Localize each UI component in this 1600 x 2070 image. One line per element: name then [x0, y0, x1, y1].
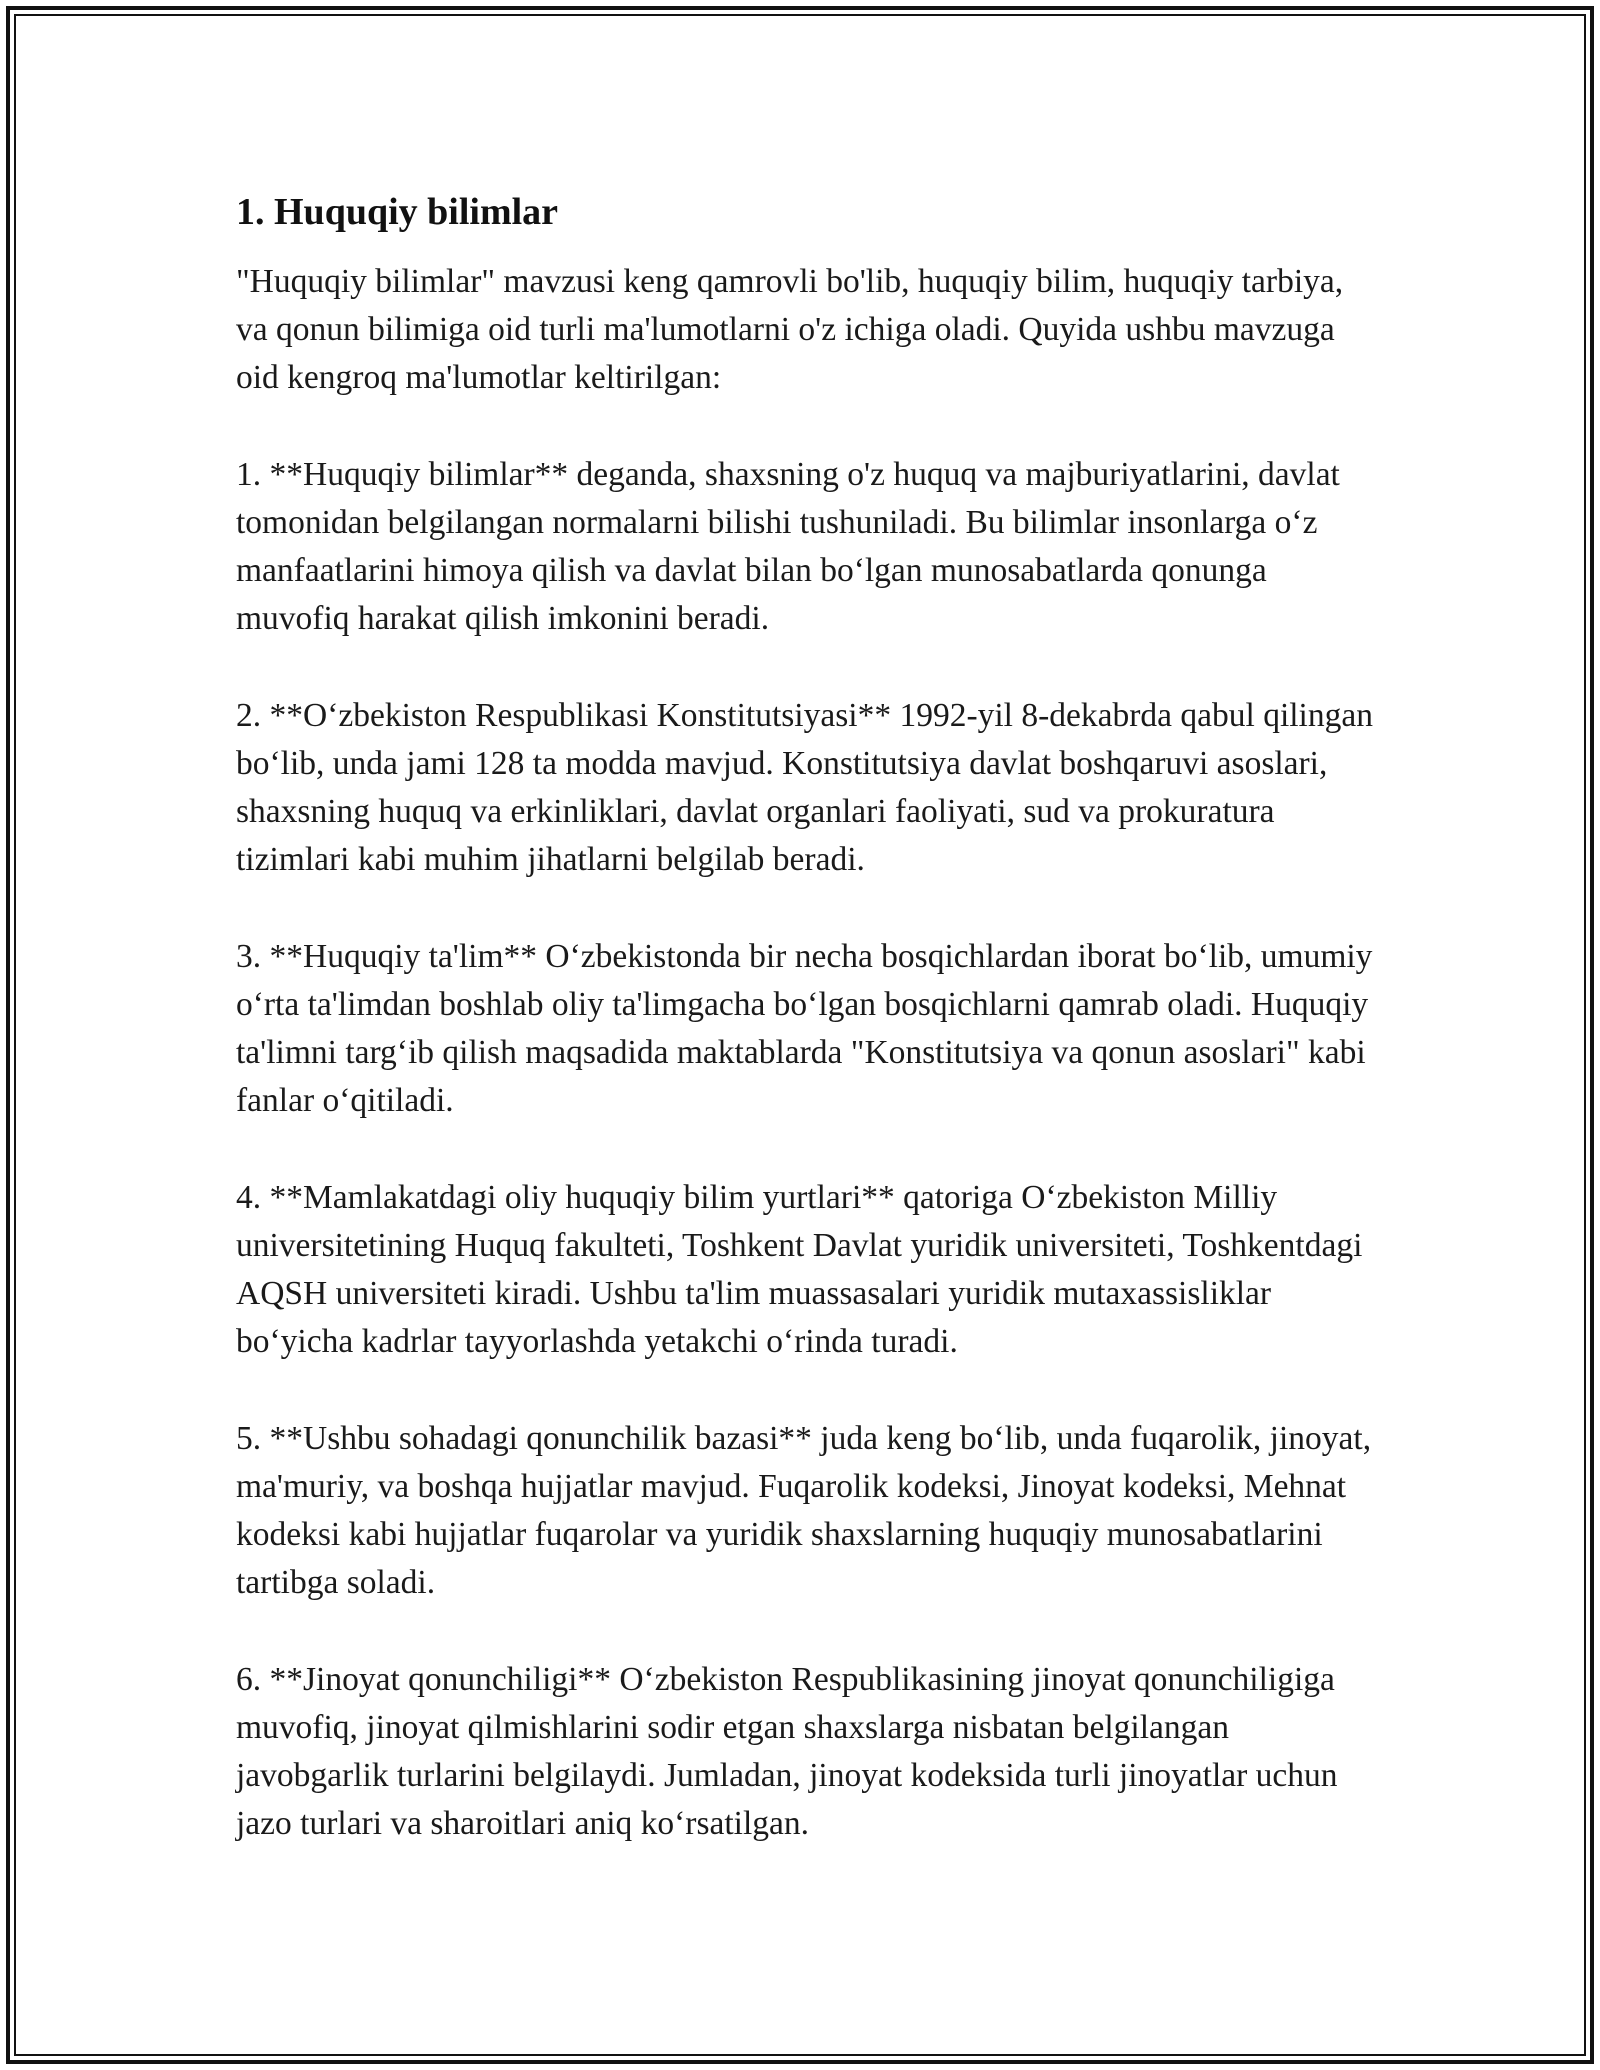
- intro-paragraph: "Huquqiy bilimlar" mavzusi keng qamrovli bo'lib, huquqiy bilim, huquqiy tarbiya, va qonun bilimiga oid turli ma'lumotlarni o'z ichiga oladi. Quyida ushbu mavzuga oid kengroq ma'lumotlar keltirilgan:: [236, 263, 1344, 397]
- paragraph-item-2: 2. **O‘zbekiston Respublikasi Konstitutsiyasi** 1992-yil 8-dekabrda qabul qilingan bo‘lib, unda jami 128 ta modda mavjud. Konstitutsiya davlat boshqaruvi asoslari, shaxsning huquq va erkinliklari, davlat organlari faoliyati, sud va prokuratura tizimlari kabi muhim jihatlarni belgilab beradi.: [236, 696, 1373, 879]
- paragraph-item-6: 6. **Jinoyat qonunchiligi** O‘zbekiston Respublikasining jinoyat qonunchiligiga muvofiq, jinoyat qilmishlarini sodir etgan shaxslarga nisbatan belgilangan javobgarlik turlarini belgilaydi. Jumladan, jinoyat kodeksida turli jinoyatlar uchun jazo turlari va sharoitlari aniq ko‘rsatilgan.: [236, 1660, 1338, 1843]
- paragraph-item-5: 5. **Ushbu sohadagi qonunchilik bazasi** juda keng bo‘lib, unda fuqarolik, jinoyat, ma'muriy, va boshqa hujjatlar mavjud. Fuqarolik kodeksi, Jinoyat kodeksi, Mehnat kodeksi kabi hujjatlar fuqarolar va yuridik shaxslarning huquqiy munosabatlarini tartibga soladi.: [236, 1419, 1372, 1602]
- paragraph-item-1: 1. **Huquqiy bilimlar** deganda, shaxsning o'z huquq va majburiyatlarini, davlat tomonidan belgilangan normalarni bilishi tushuniladi. Bu bilimlar insonlarga o‘z manfaatlarini himoya qilish va davlat bilan bo‘lgan munosabatlarda qonunga muvofiq harakat qilish imkonini beradi.: [236, 455, 1340, 638]
- document-title: 1. Huquqiy bilimlar: [236, 191, 559, 233]
- paragraph-item-3: 3. **Huquqiy ta'lim** O‘zbekistonda bir necha bosqichlardan iborat bo‘lib, umumiy o‘rta ta'limdan boshlab oliy ta'limgacha bo‘lgan bosqichlarni qamrab oladi. Huquqiy ta'limni targ‘ib qilish maqsadida maktablarda "Konstitutsiya va qonun asoslari" kabi fanlar o‘qitiladi.: [236, 937, 1373, 1120]
- paragraph-item-4: 4. **Mamlakatdagi oliy huquqiy bilim yurtlari** qatoriga O‘zbekiston Milliy universitetining Huquq fakulteti, Toshkent Davlat yuridik universiteti, Toshkentdagi AQSH universiteti kiradi. Ushbu ta'lim muassasalari yuridik mutaxassisliklar bo‘yicha kadrlar tayyorlashda yetakchi o‘rinda turadi.: [236, 1178, 1363, 1361]
- document-body: [236, 188, 1376, 1849]
